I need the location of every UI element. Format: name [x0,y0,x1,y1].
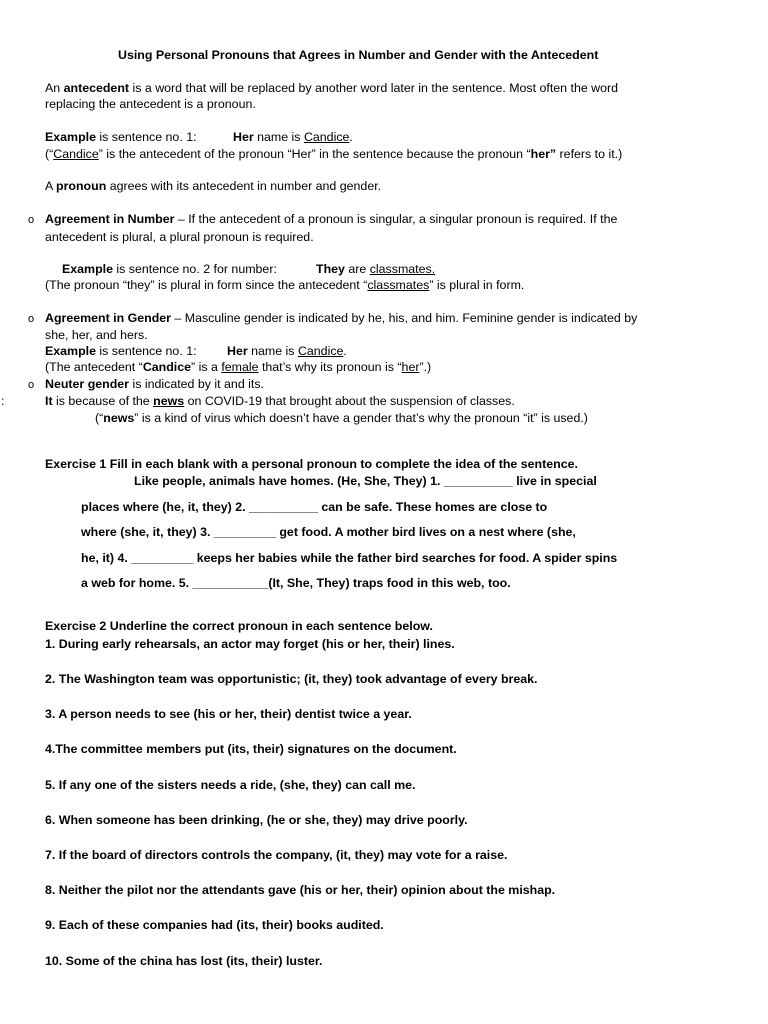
exercise-1-heading: Exercise 1 Fill in each blank with a personal pronoun to complete the idea of the sentence. [45,457,578,471]
page-title: Using Personal Pronouns that Agrees in Number and Gender with the Antecedent [118,48,599,62]
neuter-note: (“news” is a kind of virus which doesn’t have a gender that’s why the pronoun “it” is used.) [95,411,588,425]
exercise-2-item: 7. If the board of directors controls the company, (it, they) may vote for a raise. [45,848,508,862]
pronoun-paragraph: A pronoun agrees with its antecedent in number and gender. [45,179,382,193]
exercise-1-line: places where (he, it, they) 2. __________ can be safe. These homes are close to [81,500,548,514]
exercise-1-line: a web for home. 5. ___________(It, She, They) traps food in this web, too. [81,576,511,590]
exercise-2-heading: Exercise 2 Underline the correct pronoun in each sentence below. [45,619,433,633]
bullet-marker: o [28,313,35,325]
exercise-1-line: he, it) 4. _________ keeps her babies while the father bird searches for food. A spider spins [81,551,618,565]
neuter-gender: Neuter gender is indicated by it and its. [45,377,264,391]
exercise-1-line: where (she, it, they) 3. _________ get food. A mother bird lives on a nest where (she, [81,525,576,539]
exercise-2-item: 1. During early rehearsals, an actor may forget (his or her, their) lines. [45,637,455,651]
intro-paragraph: An antecedent is a word that will be replaced by another word later in the sentence. Most often the word [45,81,619,95]
example-1: Example is sentence no. 1: [45,130,197,144]
term-antecedent: antecedent [63,81,130,95]
example-gender-note: (The antecedent “Candice” is a female that’s why its pronoun is “her”.) [45,360,432,374]
exercise-2-item: 5. If any one of the sisters needs a ride, (she, they) can call me. [45,778,416,792]
exercise-2-item: 10. Some of the china has lost (its, their) luster. [45,954,323,968]
neuter-sentence: It is because of the news on COVID-19 that brought about the suspension of classes. [45,394,515,408]
exercise-2-item: 2. The Washington team was opportunistic; (it, they) took advantage of every break. [45,672,538,686]
exercise-2-item: 4.The committee members put (its, their) signatures on the document. [45,742,457,756]
exercise-2-item: 8. Neither the pilot nor the attendants gave (his or her, their) opinion about the mishap. [45,883,556,897]
example-1-sentence: Her name is Candice. [233,130,353,144]
example-number: Example is sentence no. 2 for number: [62,262,277,276]
bullet-marker: o [28,214,35,226]
agreement-gender: Agreement in Gender – Masculine gender is indicated by he, his, and him. Feminine gender is indicated by [45,311,638,325]
agreement-gender-line2: she, her, and hers. [45,328,148,342]
example-number-note: (The pronoun “they” is plural in form since the antecedent “classmates” is plural in form. [45,278,525,292]
exercise-1-line: Like people, animals have homes. (He, She, They) 1. __________ live in special [134,474,597,488]
example-number-sentence: They are classmates. [316,262,436,276]
agreement-number: Agreement in Number – If the antecedent of a pronoun is singular, a singular pronoun is required. If the [45,212,618,226]
agreement-number-line2: antecedent is plural, a plural pronoun is required. [45,230,314,244]
exercise-2-item: 3. A person needs to see (his or her, their) dentist twice a year. [45,707,412,721]
exercise-2-item: 6. When someone has been drinking, (he or she, they) may drive poorly. [45,813,468,827]
example-gender: Example is sentence no. 1: [45,344,197,358]
bullet-marker: o [28,379,35,391]
intro-paragraph-line2: replacing the antecedent is a pronoun. [45,97,256,111]
margin-mark: : [1,394,5,408]
exercise-2-item: 9. Each of these companies had (its, their) books audited. [45,918,384,932]
example-gender-sentence: Her name is Candice. [227,344,347,358]
example-1-note: (“Candice” is the antecedent of the pronoun “Her” in the sentence because the pronoun “her” refers to it.) [45,147,623,161]
